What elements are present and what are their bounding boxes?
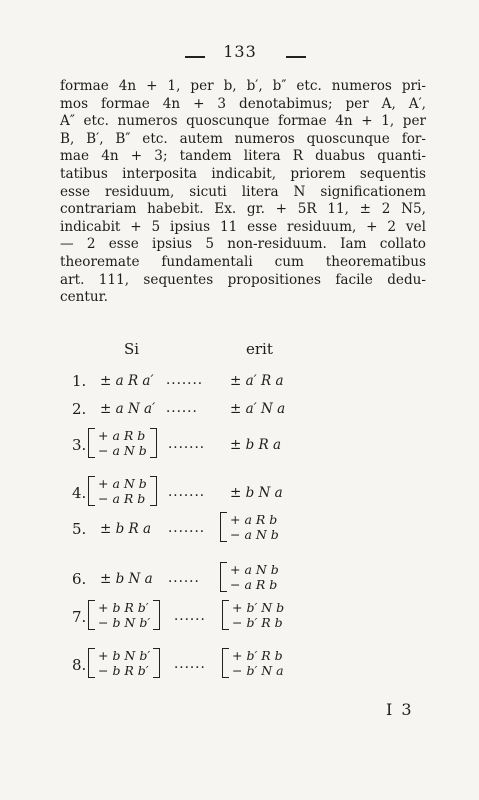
rule-condition: − a R b bbox=[98, 491, 146, 506]
rule-row bbox=[72, 512, 332, 546]
rule-row bbox=[72, 372, 332, 392]
right-bracket bbox=[150, 428, 157, 458]
paragraph-line: formae 4n + 1, per b, b′, b″ etc. numeros pri- bbox=[60, 78, 426, 94]
rule-number: 5. bbox=[72, 520, 87, 538]
paragraph-line: centur. bbox=[60, 289, 108, 306]
paragraph-line: esse residuum, sicuti litera N significationem bbox=[60, 183, 426, 200]
column-heading-si: Si bbox=[124, 340, 140, 358]
paragraph-line: mae 4n + 3; tandem litera R duabus quanti- bbox=[60, 148, 426, 165]
rule-dots: ...... bbox=[168, 570, 200, 586]
rule-result: − a R b bbox=[230, 577, 278, 592]
rule-condition: + a N b bbox=[98, 476, 147, 491]
left-bracket bbox=[220, 512, 227, 542]
paragraph-line: B, B′, B″ etc. autem numeros quoscunque for- bbox=[60, 130, 426, 147]
rule-condition: ± b R a bbox=[100, 521, 152, 537]
rule-condition: ± a R a′ bbox=[100, 373, 154, 389]
left-bracket bbox=[88, 648, 95, 678]
rule-dots: ...... bbox=[174, 656, 206, 672]
right-bracket bbox=[153, 648, 160, 678]
rule-condition: + b N b′ bbox=[98, 648, 151, 663]
result-bracket bbox=[222, 600, 294, 630]
rule-result: ± b R a bbox=[230, 437, 282, 453]
rule-number: 2. bbox=[72, 400, 87, 418]
rule-result: ± a′ R a bbox=[230, 373, 284, 389]
rule-row bbox=[72, 600, 332, 634]
condition-bracket bbox=[88, 648, 160, 678]
rule-condition: ± b N a bbox=[100, 571, 153, 587]
paragraph-line: contrariam habebit. Ex. gr. + 5R 11, ± 2 N5, bbox=[60, 201, 426, 218]
page-number: 133 bbox=[223, 42, 257, 61]
rule-result: + a R b bbox=[230, 512, 278, 527]
rule-row bbox=[72, 400, 332, 420]
rule-condition: − b N b′ bbox=[98, 615, 151, 630]
rule-result: + a N b bbox=[230, 562, 279, 577]
rule-result: + b′ N b bbox=[232, 600, 285, 615]
page-header bbox=[0, 34, 479, 64]
paragraph-line: — 2 esse ipsius 5 non-residuum. Iam collato bbox=[60, 236, 426, 253]
rule-dots: ...... bbox=[166, 400, 198, 416]
rule-result: − b′ N a bbox=[232, 663, 284, 678]
right-bracket bbox=[153, 600, 160, 630]
rule-condition: + b R b′ bbox=[98, 600, 149, 615]
rule-dots: ....... bbox=[168, 484, 206, 500]
header-dash-right bbox=[286, 56, 306, 58]
rule-result: ± a′ N a bbox=[230, 401, 286, 417]
rule-number: 7. bbox=[72, 608, 87, 626]
rule-dots: ....... bbox=[166, 372, 204, 388]
result-bracket bbox=[222, 648, 294, 678]
rule-result: + b′ R b bbox=[232, 648, 283, 663]
paragraph-line: tatibus interposita indicabit, priorem sequentis bbox=[60, 165, 426, 182]
left-bracket bbox=[222, 600, 229, 630]
paragraph-line: A″ etc. numeros quoscunque formae 4n + 1, per bbox=[60, 113, 426, 130]
column-heading-erit: erit bbox=[246, 340, 273, 358]
left-bracket bbox=[220, 562, 227, 592]
rule-dots: ....... bbox=[168, 520, 206, 536]
rule-condition: + a R b bbox=[98, 428, 146, 443]
condition-bracket bbox=[88, 600, 160, 630]
rule-row bbox=[72, 428, 332, 462]
right-bracket bbox=[150, 476, 157, 506]
paragraph-line: art. 111, sequentes propositiones facile dedu- bbox=[60, 271, 426, 288]
rule-number: 4. bbox=[72, 484, 87, 502]
result-bracket bbox=[220, 562, 289, 592]
body-paragraph bbox=[60, 78, 426, 307]
rule-condition: ± a N a′ bbox=[100, 401, 156, 417]
condition-bracket bbox=[88, 476, 157, 506]
rule-dots: ...... bbox=[174, 608, 206, 624]
paragraph-line: theoremate fundamentali cum theorematibus bbox=[60, 253, 426, 270]
paragraph-line: mos formae 4n + 3 denotabimus; per A, A′, bbox=[60, 95, 426, 112]
left-bracket bbox=[88, 476, 95, 506]
rule-number: 6. bbox=[72, 570, 87, 588]
rule-row bbox=[72, 648, 332, 682]
rule-result: − b′ R b bbox=[232, 615, 283, 630]
rule-number: 3. bbox=[72, 436, 87, 454]
condition-bracket bbox=[88, 428, 157, 458]
rule-dots: ....... bbox=[168, 436, 206, 452]
rule-number: 8. bbox=[72, 656, 87, 674]
rule-result: − a N b bbox=[230, 527, 279, 542]
rule-condition: − b R b′ bbox=[98, 663, 149, 678]
rule-result: ± b N a bbox=[230, 485, 283, 501]
rule-row bbox=[72, 562, 332, 596]
rule-row bbox=[72, 476, 332, 510]
rule-condition: − a N b bbox=[98, 443, 147, 458]
result-bracket bbox=[220, 512, 289, 542]
header-dash-left bbox=[185, 56, 205, 58]
left-bracket bbox=[88, 600, 95, 630]
paragraph-line: indicabit + 5 ipsius 11 esse residuum, + 2 vel bbox=[60, 218, 426, 235]
left-bracket bbox=[222, 648, 229, 678]
left-bracket bbox=[88, 428, 95, 458]
signature-mark: I 3 bbox=[386, 700, 414, 719]
rule-number: 1. bbox=[72, 372, 87, 390]
